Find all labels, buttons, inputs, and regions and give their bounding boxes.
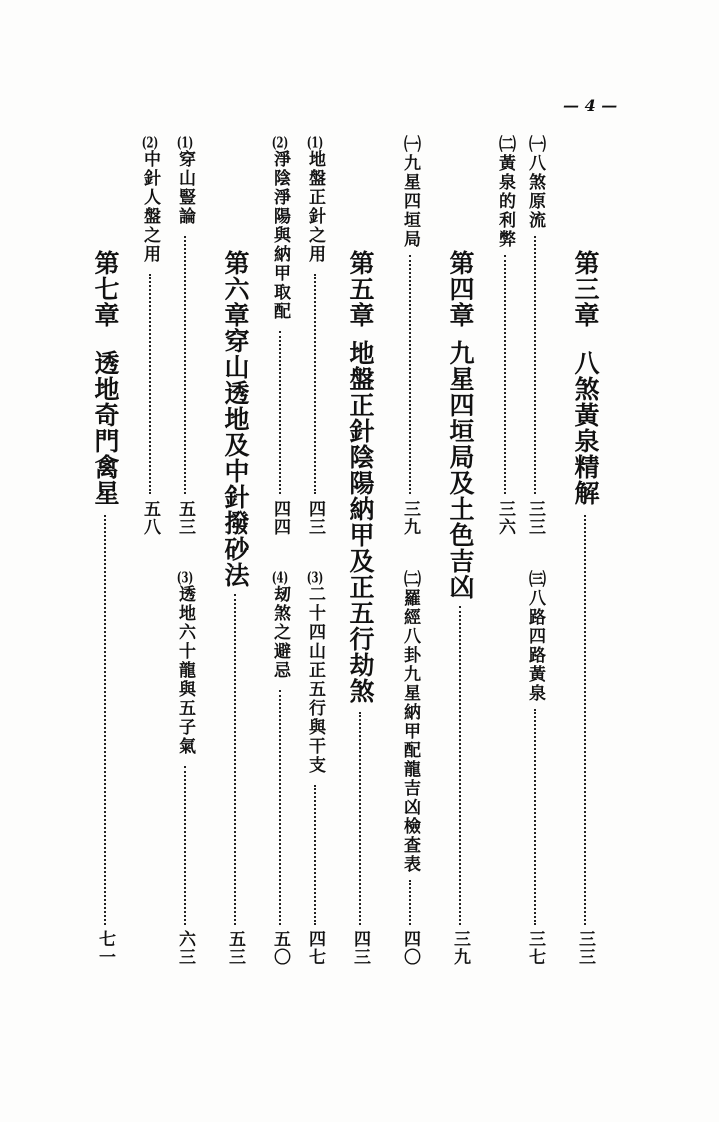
dot-leader bbox=[314, 785, 316, 925]
section-entry bbox=[399, 135, 421, 249]
section-marker: ㈠ bbox=[400, 135, 420, 154]
section-entry bbox=[494, 135, 516, 249]
section-entry bbox=[269, 570, 291, 680]
section-title: 穿山豎論 bbox=[175, 150, 195, 226]
section-page: 五〇 bbox=[270, 930, 290, 966]
section-title: 九星四垣局 bbox=[400, 154, 420, 249]
section-marker: (2) bbox=[141, 135, 159, 150]
section-page: 三六 bbox=[495, 500, 515, 536]
section-marker: ㈠ bbox=[525, 135, 545, 154]
dot-leader bbox=[279, 690, 281, 925]
section-title: 黃泉的利弊 bbox=[495, 154, 515, 249]
section-page: 四七 bbox=[305, 930, 325, 966]
section-entry bbox=[524, 135, 546, 230]
dot-leader bbox=[279, 331, 281, 494]
section-entry bbox=[174, 570, 196, 756]
dot-leader bbox=[184, 236, 186, 494]
dot-leader bbox=[409, 255, 411, 494]
section-title: 二十四山正五行與干支 bbox=[305, 585, 325, 775]
section-page: 四〇 bbox=[400, 930, 420, 966]
section-title: 刼煞之避忌 bbox=[270, 585, 290, 680]
section-entry bbox=[269, 135, 291, 321]
section-page: 三七 bbox=[525, 930, 545, 966]
chapter-number: 第七章 bbox=[91, 250, 120, 328]
section-title: 羅經八卦九星納甲配龍吉凶檢查表 bbox=[400, 589, 420, 874]
section-page: 五三 bbox=[175, 500, 195, 536]
chapter-page: 五三 bbox=[225, 930, 245, 966]
section-entry bbox=[139, 135, 161, 264]
section-marker: ㈡ bbox=[495, 135, 515, 154]
chapter-title: 穿山透地及中針撥砂法 bbox=[221, 328, 250, 588]
chapter-title: 地盤正針陰陽納甲及正五行劫煞 bbox=[346, 340, 375, 704]
dot-leader bbox=[104, 515, 106, 925]
dot-leader bbox=[314, 274, 316, 494]
section-title: 透地六十龍與五子氣 bbox=[175, 585, 195, 756]
dot-leader bbox=[459, 606, 461, 925]
chapter-number: 第六章 bbox=[221, 250, 250, 328]
section-marker: (1) bbox=[176, 135, 194, 150]
section-title: 地盤正針之用 bbox=[305, 150, 325, 264]
dot-leader bbox=[534, 709, 536, 925]
chapter-title: 透地奇門禽星 bbox=[91, 350, 120, 506]
dot-leader bbox=[534, 236, 536, 494]
dot-leader bbox=[359, 712, 361, 925]
dot-leader bbox=[149, 274, 151, 494]
section-marker: (4) bbox=[271, 570, 289, 585]
section-title: 八煞原流 bbox=[525, 154, 545, 230]
chapter-number: 第五章 bbox=[346, 250, 375, 328]
chapter-page: 四三 bbox=[350, 930, 370, 966]
section-entry bbox=[304, 135, 326, 264]
chapter-number: 第四章 bbox=[446, 250, 475, 328]
section-entry bbox=[174, 135, 196, 226]
section-marker: (3) bbox=[176, 570, 194, 585]
section-page: 六三 bbox=[175, 930, 195, 966]
dot-leader bbox=[504, 255, 506, 494]
chapter-page: 三九 bbox=[450, 930, 470, 966]
chapter-page: 三三 bbox=[575, 930, 595, 966]
section-marker: (2) bbox=[271, 135, 289, 150]
section-marker: ㈡ bbox=[400, 570, 420, 589]
section-entry bbox=[304, 570, 326, 775]
section-entry bbox=[399, 570, 421, 874]
section-page: 四四 bbox=[270, 500, 290, 536]
section-page: 四三 bbox=[305, 500, 325, 536]
dot-leader bbox=[184, 766, 186, 925]
dot-leader bbox=[409, 880, 411, 925]
chapter-title: 八煞黃泉精解 bbox=[571, 350, 600, 506]
section-page: 五八 bbox=[140, 500, 160, 536]
chapter-title: 九星四垣局及土色吉凶 bbox=[446, 340, 475, 600]
section-title: 中針人盤之用 bbox=[140, 150, 160, 264]
section-title: 八路四路黃泉 bbox=[525, 589, 545, 703]
section-page: 三九 bbox=[400, 500, 420, 536]
dot-leader bbox=[234, 594, 236, 925]
section-entry bbox=[524, 570, 546, 703]
chapter-number: 第三章 bbox=[571, 250, 600, 328]
section-page: 三三 bbox=[525, 500, 545, 536]
section-marker: (3) bbox=[306, 570, 324, 585]
section-marker: (1) bbox=[306, 135, 324, 150]
section-title: 淨陰淨陽與納甲取配 bbox=[270, 150, 290, 321]
page-number: — 4 — bbox=[563, 96, 618, 115]
section-marker: ㈢ bbox=[525, 570, 545, 589]
dot-leader bbox=[584, 515, 586, 925]
chapter-page: 七一 bbox=[95, 930, 115, 966]
